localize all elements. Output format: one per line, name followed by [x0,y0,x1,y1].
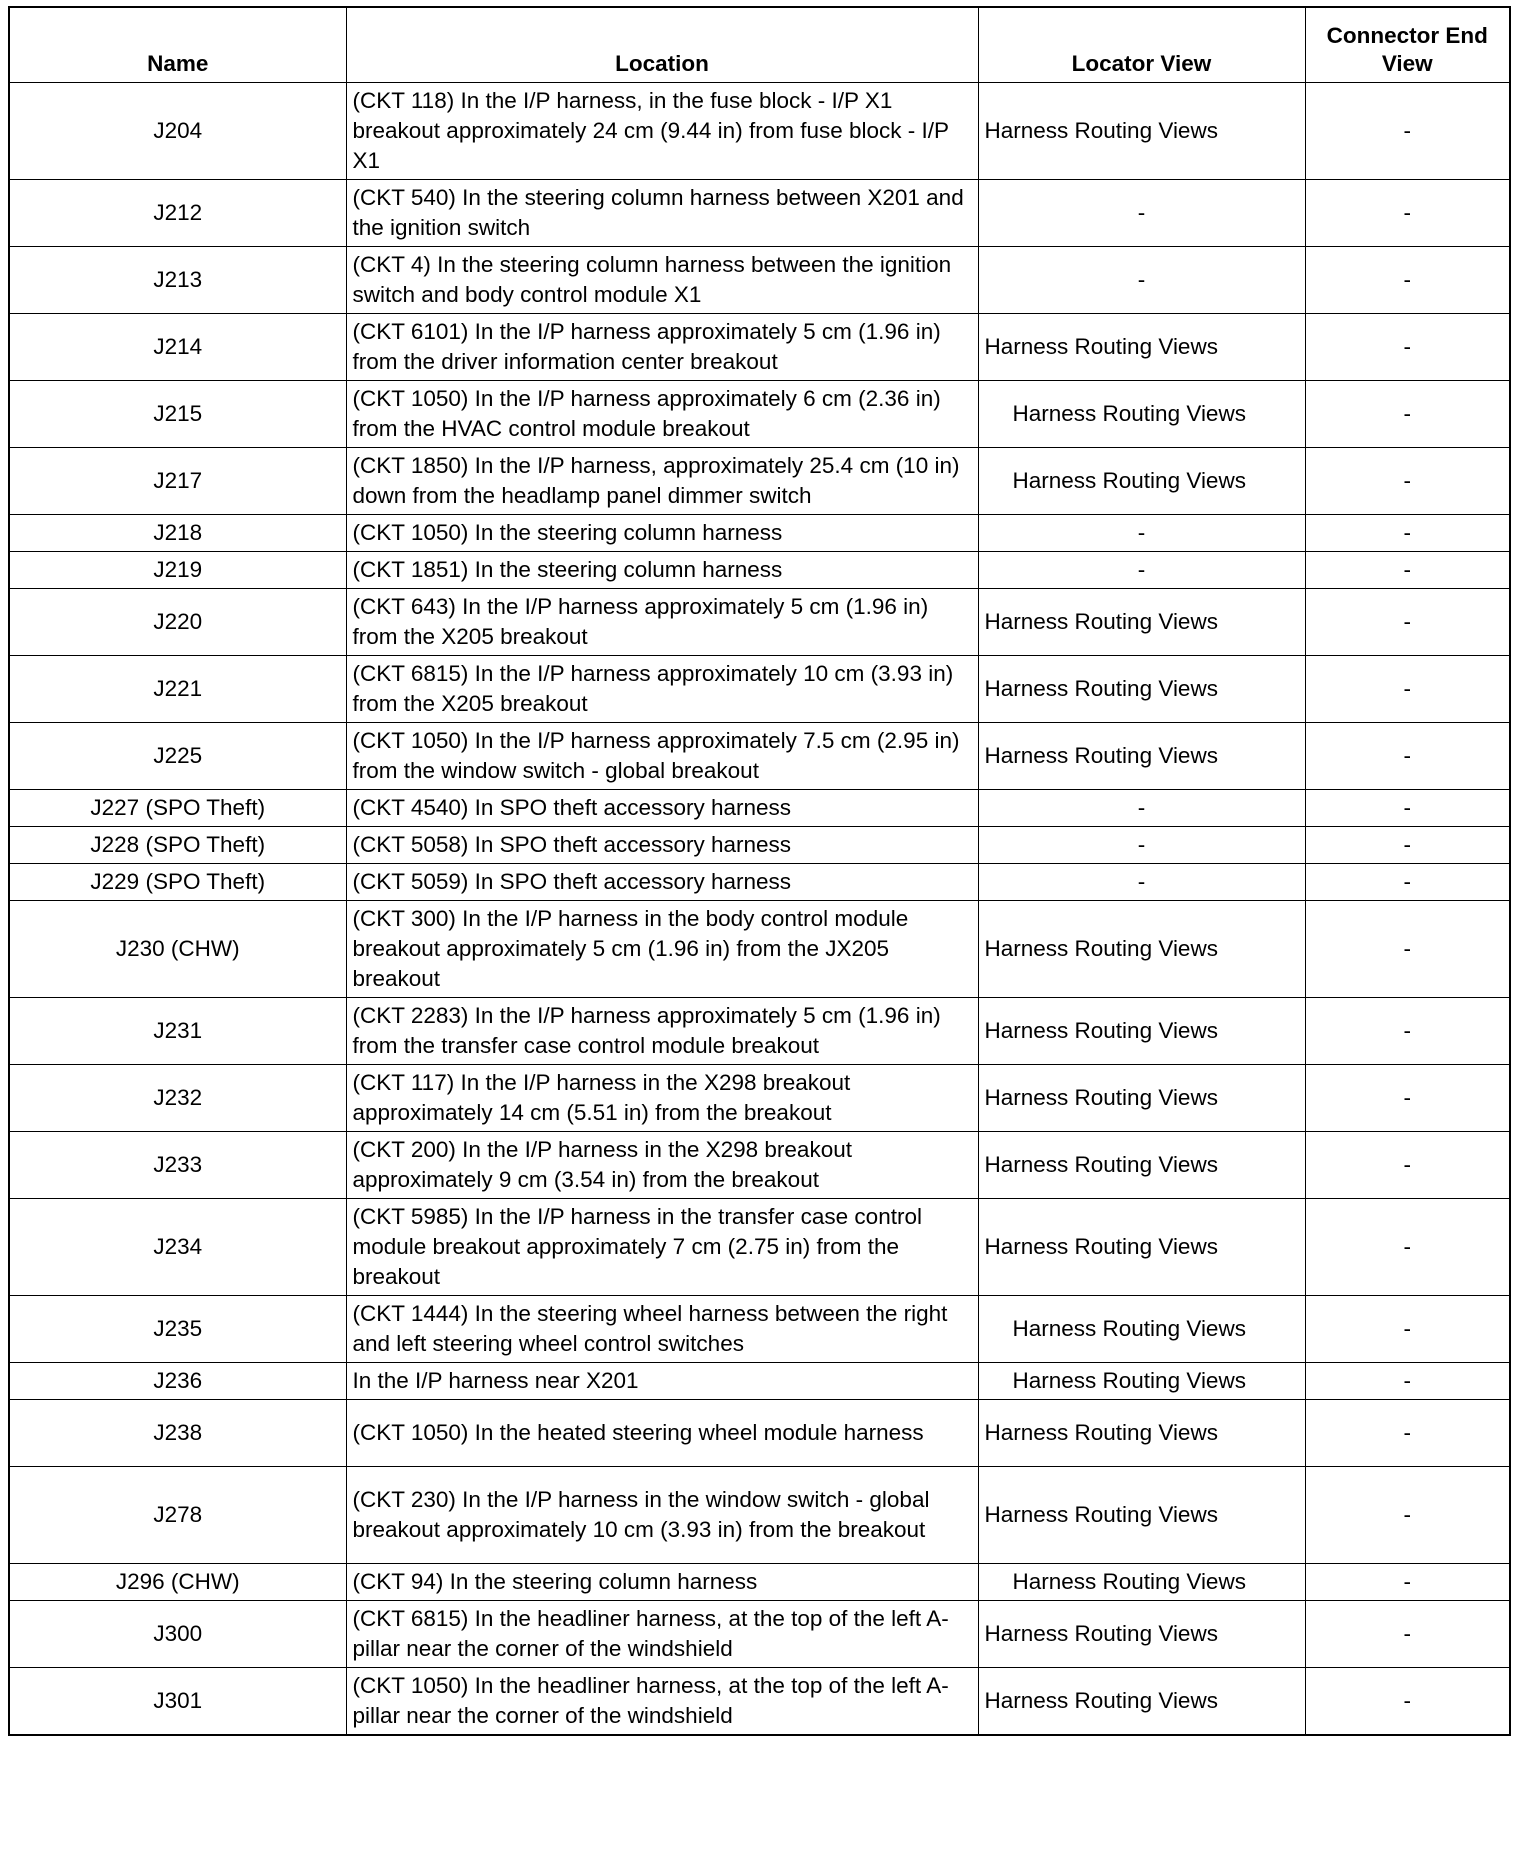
cell-location: (CKT 1050) In the headliner harness, at the top of the left A-pillar near the corner of the windshield [346,1668,978,1736]
cell-locator-view: Harness Routing Views [978,723,1305,790]
cell-name: J227 (SPO Theft) [9,790,346,827]
cell-locator-view: Harness Routing Views [978,1400,1305,1467]
cell-connector-end-view: - [1305,790,1510,827]
cell-connector-end-view: - [1305,864,1510,901]
cell-connector-end-view: - [1305,1132,1510,1199]
table-row [9,864,1510,901]
header-name: Name [9,7,346,83]
cell-locator-view: - [978,790,1305,827]
cell-connector-end-view: - [1305,552,1510,589]
cell-name: J217 [9,448,346,515]
cell-locator-view: Harness Routing Views [978,1065,1305,1132]
table-row [9,247,1510,314]
cell-locator-view: Harness Routing Views [978,1363,1305,1400]
table-row [9,552,1510,589]
cell-location: (CKT 117) In the I/P harness in the X298 breakout approximately 14 cm (5.51 in) from the breakout [346,1065,978,1132]
cell-locator-view: - [978,552,1305,589]
cell-connector-end-view: - [1305,656,1510,723]
cell-location: (CKT 1050) In the I/P harness approximately 7.5 cm (2.95 in) from the window switch - global breakout [346,723,978,790]
cell-locator-view: - [978,247,1305,314]
cell-locator-view: Harness Routing Views [978,1199,1305,1296]
cell-locator-view: Harness Routing Views [978,656,1305,723]
cell-location: (CKT 6101) In the I/P harness approximately 5 cm (1.96 in) from the driver information center breakout [346,314,978,381]
cell-location: (CKT 5985) In the I/P harness in the transfer case control module breakout approximately 7 cm (2.75 in) from the breakout [346,1199,978,1296]
header-row [9,7,1510,83]
table-row [9,1467,1510,1564]
cell-name: J230 (CHW) [9,901,346,998]
table-row [9,83,1510,180]
cell-name: J296 (CHW) [9,1564,346,1601]
table-body [9,83,1510,1736]
cell-connector-end-view: - [1305,448,1510,515]
cell-location: (CKT 94) In the steering column harness [346,1564,978,1601]
cell-name: J221 [9,656,346,723]
cell-name: J278 [9,1467,346,1564]
cell-locator-view: Harness Routing Views [978,1564,1305,1601]
cell-location: (CKT 643) In the I/P harness approximately 5 cm (1.96 in) from the X205 breakout [346,589,978,656]
cell-locator-view: Harness Routing Views [978,1132,1305,1199]
cell-locator-view: - [978,515,1305,552]
cell-connector-end-view: - [1305,1296,1510,1363]
table-row [9,589,1510,656]
cell-name: J235 [9,1296,346,1363]
cell-connector-end-view: - [1305,515,1510,552]
cell-name: J301 [9,1668,346,1736]
cell-connector-end-view: - [1305,314,1510,381]
cell-locator-view: Harness Routing Views [978,1467,1305,1564]
cell-connector-end-view: - [1305,381,1510,448]
cell-name: J218 [9,515,346,552]
table-row [9,998,1510,1065]
cell-location: (CKT 1444) In the steering wheel harness between the right and left steering wheel control switches [346,1296,978,1363]
table-row [9,1400,1510,1467]
cell-locator-view: Harness Routing Views [978,1601,1305,1668]
cell-location: (CKT 300) In the I/P harness in the body control module breakout approximately 5 cm (1.96 in) from the JX205 breakout [346,901,978,998]
cell-name: J300 [9,1601,346,1668]
cell-name: J234 [9,1199,346,1296]
cell-location: (CKT 5058) In SPO theft accessory harness [346,827,978,864]
cell-location: (CKT 1850) In the I/P harness, approximately 25.4 cm (10 in) down from the headlamp panel dimmer switch [346,448,978,515]
table-row [9,827,1510,864]
table-row [9,1668,1510,1736]
cell-connector-end-view: - [1305,1199,1510,1296]
cell-locator-view: Harness Routing Views [978,448,1305,515]
cell-connector-end-view: - [1305,1668,1510,1736]
table-row [9,448,1510,515]
table-row [9,1296,1510,1363]
table-row [9,1065,1510,1132]
cell-locator-view: Harness Routing Views [978,998,1305,1065]
cell-connector-end-view: - [1305,589,1510,656]
header-connector-end-view: Connector End View [1305,7,1510,83]
cell-location: (CKT 1050) In the steering column harness [346,515,978,552]
table-row [9,1601,1510,1668]
cell-name: J236 [9,1363,346,1400]
table-row [9,901,1510,998]
cell-name: J233 [9,1132,346,1199]
cell-name: J220 [9,589,346,656]
table-row [9,790,1510,827]
cell-locator-view: Harness Routing Views [978,83,1305,180]
cell-connector-end-view: - [1305,1065,1510,1132]
table-row [9,656,1510,723]
cell-name: J213 [9,247,346,314]
cell-connector-end-view: - [1305,1601,1510,1668]
cell-location: (CKT 540) In the steering column harness between X201 and the ignition switch [346,180,978,247]
cell-name: J231 [9,998,346,1065]
table-row [9,1564,1510,1601]
cell-location: (CKT 5059) In SPO theft accessory harness [346,864,978,901]
cell-connector-end-view: - [1305,180,1510,247]
cell-name: J204 [9,83,346,180]
table-row [9,314,1510,381]
cell-connector-end-view: - [1305,723,1510,790]
cell-connector-end-view: - [1305,83,1510,180]
cell-connector-end-view: - [1305,1363,1510,1400]
cell-name: J232 [9,1065,346,1132]
cell-locator-view: Harness Routing Views [978,314,1305,381]
table-row [9,1199,1510,1296]
table-row [9,381,1510,448]
header-locator-view: Locator View [978,7,1305,83]
cell-location: (CKT 6815) In the headliner harness, at the top of the left A-pillar near the corner of the windshield [346,1601,978,1668]
cell-locator-view: Harness Routing Views [978,1296,1305,1363]
cell-locator-view: Harness Routing Views [978,589,1305,656]
cell-connector-end-view: - [1305,998,1510,1065]
cell-name: J214 [9,314,346,381]
cell-name: J225 [9,723,346,790]
cell-name: J238 [9,1400,346,1467]
table-row [9,723,1510,790]
cell-name: J219 [9,552,346,589]
cell-location: (CKT 4540) In SPO theft accessory harness [346,790,978,827]
header-location: Location [346,7,978,83]
cell-connector-end-view: - [1305,1467,1510,1564]
cell-name: J215 [9,381,346,448]
splice-location-table [8,6,1511,1736]
cell-connector-end-view: - [1305,1564,1510,1601]
cell-location: (CKT 118) In the I/P harness, in the fuse block - I/P X1 breakout approximately 24 cm (9.44 in) from fuse block - I/P X1 [346,83,978,180]
cell-name: J228 (SPO Theft) [9,827,346,864]
cell-name: J212 [9,180,346,247]
cell-location: (CKT 1050) In the I/P harness approximately 6 cm (2.36 in) from the HVAC control module breakout [346,381,978,448]
table-row [9,1132,1510,1199]
cell-connector-end-view: - [1305,901,1510,998]
cell-connector-end-view: - [1305,827,1510,864]
cell-location: (CKT 4) In the steering column harness between the ignition switch and body control module X1 [346,247,978,314]
cell-location: (CKT 230) In the I/P harness in the window switch - global breakout approximately 10 cm (3.93 in) from the breakout [346,1467,978,1564]
cell-locator-view: Harness Routing Views [978,901,1305,998]
cell-connector-end-view: - [1305,1400,1510,1467]
table-row [9,515,1510,552]
splice-location-sheet [8,6,1509,1736]
cell-location: In the I/P harness near X201 [346,1363,978,1400]
cell-location: (CKT 1050) In the heated steering wheel module harness [346,1400,978,1467]
table-row [9,1363,1510,1400]
cell-locator-view: - [978,180,1305,247]
table-row [9,180,1510,247]
cell-locator-view: - [978,827,1305,864]
cell-locator-view: Harness Routing Views [978,1668,1305,1736]
cell-location: (CKT 200) In the I/P harness in the X298 breakout approximately 9 cm (3.54 in) from the breakout [346,1132,978,1199]
cell-name: J229 (SPO Theft) [9,864,346,901]
cell-locator-view: - [978,864,1305,901]
cell-locator-view: Harness Routing Views [978,381,1305,448]
cell-location: (CKT 6815) In the I/P harness approximately 10 cm (3.93 in) from the X205 breakout [346,656,978,723]
cell-connector-end-view: - [1305,247,1510,314]
cell-location: (CKT 2283) In the I/P harness approximately 5 cm (1.96 in) from the transfer case control module breakout [346,998,978,1065]
cell-location: (CKT 1851) In the steering column harness [346,552,978,589]
